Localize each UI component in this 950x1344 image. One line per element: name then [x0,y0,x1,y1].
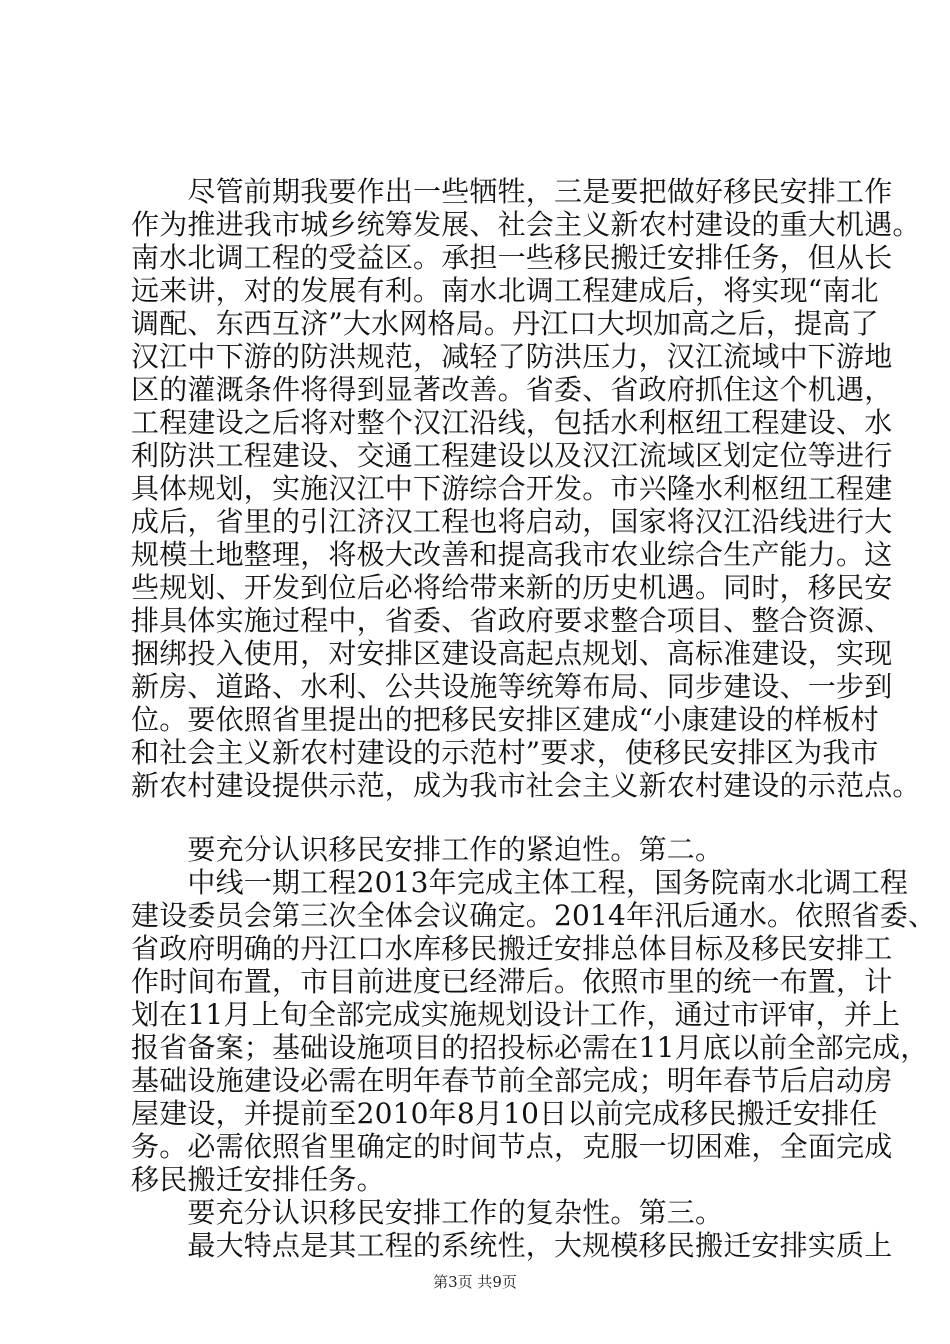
text-line: 具体规划，实施汉江中下游综合开发。市兴隆水利枢纽工程建 [131,472,893,505]
text-line: 移民搬迁安排任务。 [131,1163,385,1196]
text-line: 务。必需依照省里确定的时间节点，克服一切困难，全面完成 [131,1130,893,1163]
text-line: 和社会主义新农村建设的示范村”要求，使移民安排区为我市 [131,736,879,769]
text-line: 最大特点是其工程的系统性，大规模移民搬迁安排实质上 [131,1229,893,1262]
text-line: 调配、东西互济”大水网格局。丹江口大坝加高之后，提高了 [131,307,879,340]
text-line: 成后，省里的引江济汉工程也将启动，国家将汉江沿线进行大 [131,505,893,538]
text-line: 尽管前期我要作出一些牺牲，三是要把做好移民安排工作 [131,175,893,208]
text-line: 中线一期工程2013年完成主体工程，国务院南水北调工程 [131,866,909,899]
text-line: 汉江中下游的防洪规范，减轻了防洪压力，汉江流域中下游地 [131,340,893,373]
text-line: 位。要依照省里提出的把移民安排区建成“小康建设的样板村 [131,703,879,736]
text-line: 南水北调工程的受益区。承担一些移民搬迁安排任务，但从长 [131,241,893,274]
section-heading: 要充分认识移民安排工作的复杂性。第三。 [131,1196,724,1229]
section-heading: 要充分认识移民安排工作的紧迫性。第二。 [131,833,724,866]
text-line: 建设委员会第三次全体会议确定。2014年汛后通水。依照省委、 [131,899,937,932]
text-line: 规模土地整理，将极大改善和提高我市农业综合生产能力。这 [131,538,893,571]
text-line: 排具体实施过程中，省委、省政府要求整合项目、整合资源、 [131,604,893,637]
text-line: 新房、道路、水利、公共设施等统筹布局、同步建设、一步到 [131,670,893,703]
text-line: 屋建设，并提前至2010年8月10日以前完成移民搬迁安排任 [131,1097,878,1130]
text-line: 作为推进我市城乡统筹发展、社会主义新农村建设的重大机遇。 [131,208,921,241]
text-line: 省政府明确的丹江口水库移民搬迁安排总体目标及移民安排工 [131,932,893,965]
text-line: 远来讲，对的发展有利。南水北调工程建成后，将实现“南北 [131,274,879,307]
text-line: 划在11月上旬全部完成实施规划设计工作，通过市评审，并上 [131,998,901,1031]
text-line: 作时间布置，市目前进度已经滞后。依照市里的统一布置，计 [131,965,893,998]
text-line: 新农村建设提供示范，成为我市社会主义新农村建设的示范点。 [131,769,921,802]
text-line: 工程建设之后将对整个汉江沿线，包括水利枢纽工程建设、水 [131,406,893,439]
page-footer: 第3页 共9页 [433,1273,517,1291]
text-line: 捆绑投入使用，对安排区建设高起点规划、高标准建设，实现 [131,637,893,670]
text-line: 报省备案；基础设施项目的招投标必需在11月底以前全部完成， [131,1031,929,1064]
text-line: 利防洪工程建设、交通工程建设以及汉江流域区划定位等进行 [131,439,893,472]
text-line: 些规划、开发到位后必将给带来新的历史机遇。同时，移民安 [131,571,893,604]
text-line: 基础设施建设必需在明年春节前全部完成；明年春节后启动房 [131,1064,893,1097]
text-line: 区的灌溉条件将得到显著改善。省委、省政府抓住这个机遇， [131,373,893,406]
